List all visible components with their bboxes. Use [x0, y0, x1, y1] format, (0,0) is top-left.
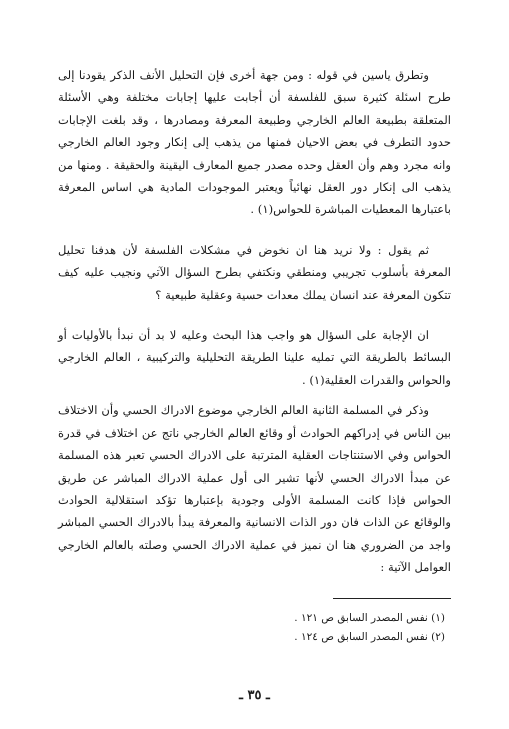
paragraph-4: وذكر في المسلمة الثانية العالم الخارجي موضوع الادراك الحسي وأن الاختلاف بين الناس في إدراكهم الحوادث أو وقائع العالم الخارجي ناتج عن اختلاف في قدرة الحواس وفي الاستنتاجات العقلية المترتبة على الادراك الحسي تعبر هذه المسلمة عن مبدأ الادراك الحسي لأنها تشير الى أول عملية الادراك المباشر عن طريق الحواس فإذا كانت المسلمة الأولى وجودية بإعتبارها تؤكد استقلالية الحوادث والوقائع عن الذات فان دور الذات الانسانية والمعرفة يبدأ بالادراك الحسي المباشر واجد من الضروري هنا ان نميز في عملية الادراك الحسي وصلته بالعالم الخارجي العوامل الآتية :	[58, 403, 451, 575]
page-body	[58, 64, 451, 579]
paragraph-3: ان الإجابة على السؤال هو واجب هذا البحث وعليه لا بد أن نبدأ بالأوليات أو البسائط بالطريقة التي تمليه علينا الطريقة التحليلية والتركيبية ، العالم الخارجي والحواس والقدرات العقلية(١) .	[58, 328, 451, 387]
footnotes	[58, 598, 451, 647]
page-number: ـ ٣٥ ـ	[239, 688, 270, 703]
paragraph-1: وتطرق ياسين في قوله : ومن جهة أخرى فإن التحليل الأنف الذكر يقودنا إلى طرح اسئلة كثيرة سبق للفلسفة أن أجابت عليها إجابات مختلفة وهي الأسئلة المتعلقة بطبيعة العالم الخارجي وطبيعة المعرفة ومصادرها ، وقد بلغت الإجابات حدود التطرف في بعض الاحيان فمنها من يذهب إلى إنكار وجود العالم الخارجي وانه مجرد وهم وأن العقل وحده مصدر جميع المعارف اليقينة والحقيقة . ومنها من يذهب الى إنكار دور العقل نهائياً ويعتبر الموجودات المادية هي اساس المعرفة باعتبارها المعطيات المباشرة للحواس(١) .	[58, 68, 451, 217]
footnote-1: (١) نفس المصدر السابق ص ١٢١ .	[294, 612, 445, 624]
paragraph-2: ثم يقول : ولا نريد هنا ان نخوض في مشكلات الفلسفة لأن هدفنا تحليل المعرفة بأسلوب تجريبي ومنطقي ونكتفي بطرح السؤال الآتي ونجيب عليه كيف تتكون المعرفة عند انسان يملك معدات حسية وعقلية طبيعية ؟	[58, 242, 451, 302]
footnote-divider	[333, 598, 451, 599]
footnote-2: (٢) نفس المصدر السابق ص ١٢٤ .	[294, 631, 445, 643]
